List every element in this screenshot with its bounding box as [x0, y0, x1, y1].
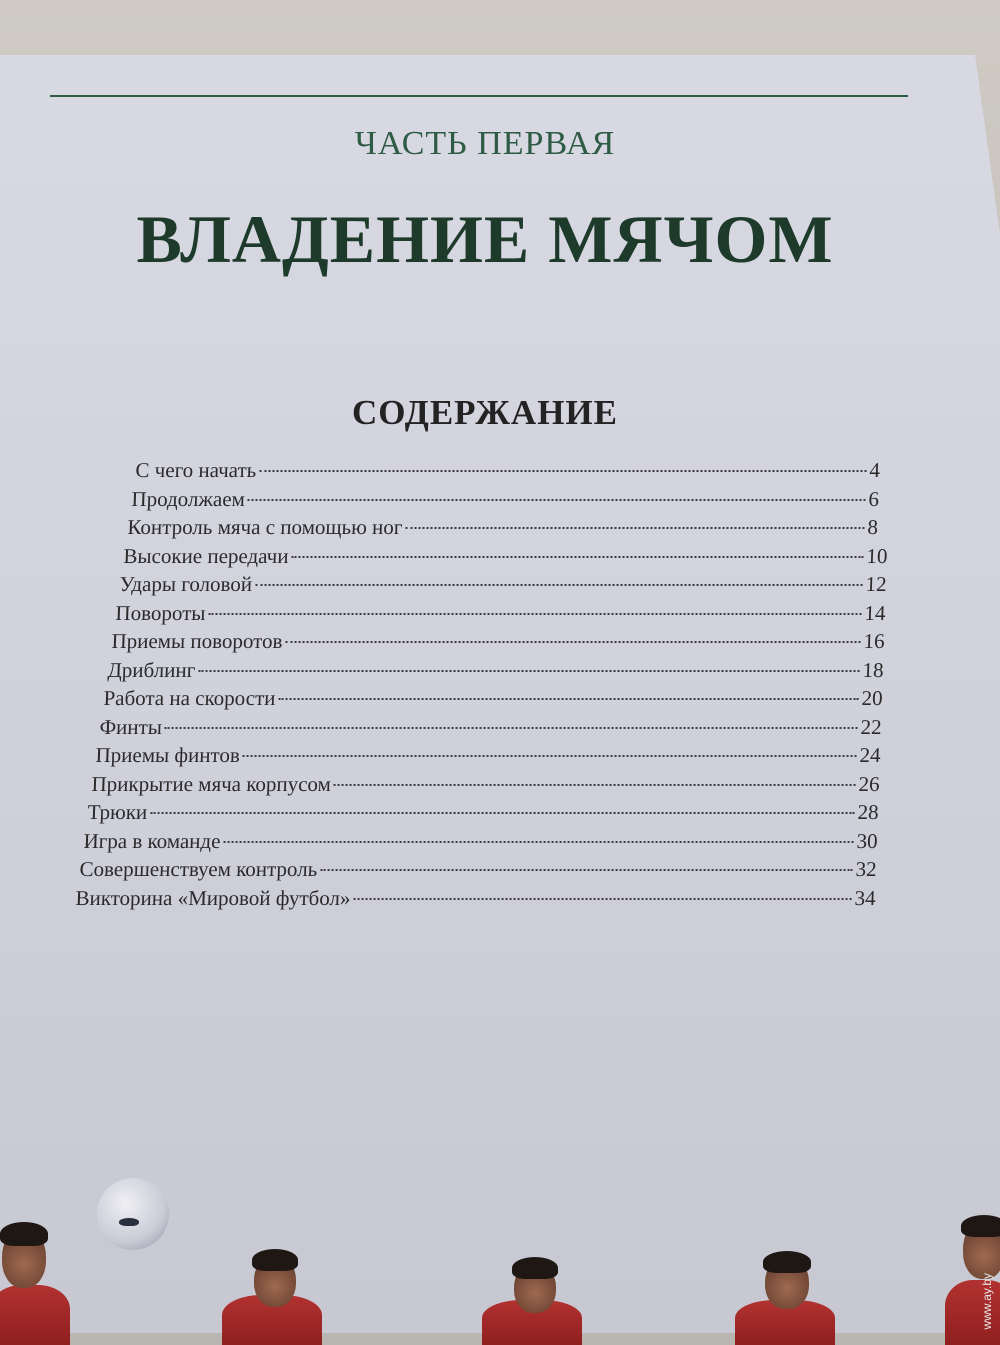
toc-entry [75, 886, 883, 915]
toc-entry-title: Продолжаем [131, 486, 246, 511]
header-rule [50, 95, 908, 97]
toc-entry-title: Финты [99, 714, 163, 739]
toc-entry [103, 686, 890, 715]
toc-entry-page: 22 [860, 714, 883, 739]
toc-entry-page: 12 [865, 572, 887, 596]
toc-entry-page: 24 [859, 743, 882, 767]
toc-entry-page: 30 [856, 828, 879, 853]
toc-entry-page: 6 [868, 486, 880, 511]
toc-entry-page: 34 [854, 885, 877, 910]
toc-dot-leader [208, 613, 861, 615]
toc-entry-title: Прикрытие мяча корпусом [91, 771, 332, 796]
toc-entry-page: 4 [869, 458, 881, 482]
toc-dot-leader [405, 527, 864, 529]
toc-entry-page: 26 [858, 771, 881, 796]
toc-dot-leader [259, 470, 866, 472]
player-figure [482, 1255, 582, 1340]
toc-dot-leader [198, 670, 859, 672]
toc-entry [123, 544, 895, 573]
toc-entry-page: 28 [857, 800, 880, 824]
toc-entry [87, 800, 886, 829]
toc-entry-title: Дриблинг [107, 657, 196, 682]
toc-entry-title: Повороты [115, 600, 206, 625]
toc-dot-leader [278, 698, 858, 700]
table-of-contents [72, 458, 898, 914]
toc-entry-page: 20 [861, 686, 883, 710]
toc-entry-title: Трюки [87, 800, 148, 824]
toc-entry-page: 8 [867, 515, 879, 539]
toc-entry-title: Работа на скорости [103, 686, 276, 710]
part-label: ЧАСТЬ ПЕРВАЯ [354, 125, 616, 162]
toc-entry-page: 32 [855, 857, 878, 881]
player-figure [0, 1220, 70, 1340]
toc-entry-title: Викторина «Мировой футбол» [75, 885, 351, 910]
toc-entry-page: 10 [866, 543, 888, 568]
toc-entry-title: С чего начать [135, 458, 257, 482]
toc-entry [135, 458, 898, 487]
player-figure [735, 1245, 835, 1340]
toc-entry [99, 715, 889, 744]
watermark: www.ay.by [980, 1272, 994, 1329]
toc-dot-leader [224, 841, 854, 843]
toc-entry [95, 743, 888, 772]
toc-entry-title: Контроль мяча с помощью ног [127, 515, 403, 539]
toc-entry-page: 18 [862, 657, 884, 682]
toc-dot-leader [334, 784, 856, 786]
toc-dot-leader [285, 641, 860, 643]
toc-dot-leader [248, 499, 866, 501]
toc-dot-leader [320, 869, 852, 871]
player-figure [222, 1245, 322, 1340]
toc-entry-title: Совершенствуем контроль [79, 857, 318, 881]
section-title: ВЛАДЕНИЕ МЯЧОМ [136, 201, 834, 277]
toc-entry [127, 515, 896, 544]
toc-dot-leader [243, 755, 857, 757]
toc-entry [91, 772, 887, 801]
toc-entry-title: Приемы финтов [95, 743, 241, 767]
players-photo-strip [0, 1200, 1000, 1333]
toc-dot-leader [292, 556, 864, 558]
toc-entry-page: 14 [864, 600, 886, 625]
toc-dot-leader [353, 898, 851, 900]
toc-entry [115, 601, 893, 630]
toc-entry [119, 572, 894, 601]
toc-dot-leader [150, 812, 854, 814]
toc-entry [111, 629, 892, 658]
toc-entry-page: 16 [863, 629, 885, 653]
toc-entry [131, 487, 897, 516]
toc-entry [79, 857, 884, 886]
toc-entry-title: Высокие передачи [123, 543, 290, 568]
toc-entry [107, 658, 891, 687]
toc-entry-title: Удары головой [119, 572, 253, 596]
toc-entry [83, 829, 885, 858]
toc-entry-title: Приемы поворотов [111, 629, 283, 653]
toc-dot-leader [165, 727, 858, 729]
toc-heading: СОДЕРЖАНИЕ [351, 393, 618, 432]
toc-entry-title: Игра в команде [83, 828, 221, 853]
toc-dot-leader [255, 584, 862, 586]
